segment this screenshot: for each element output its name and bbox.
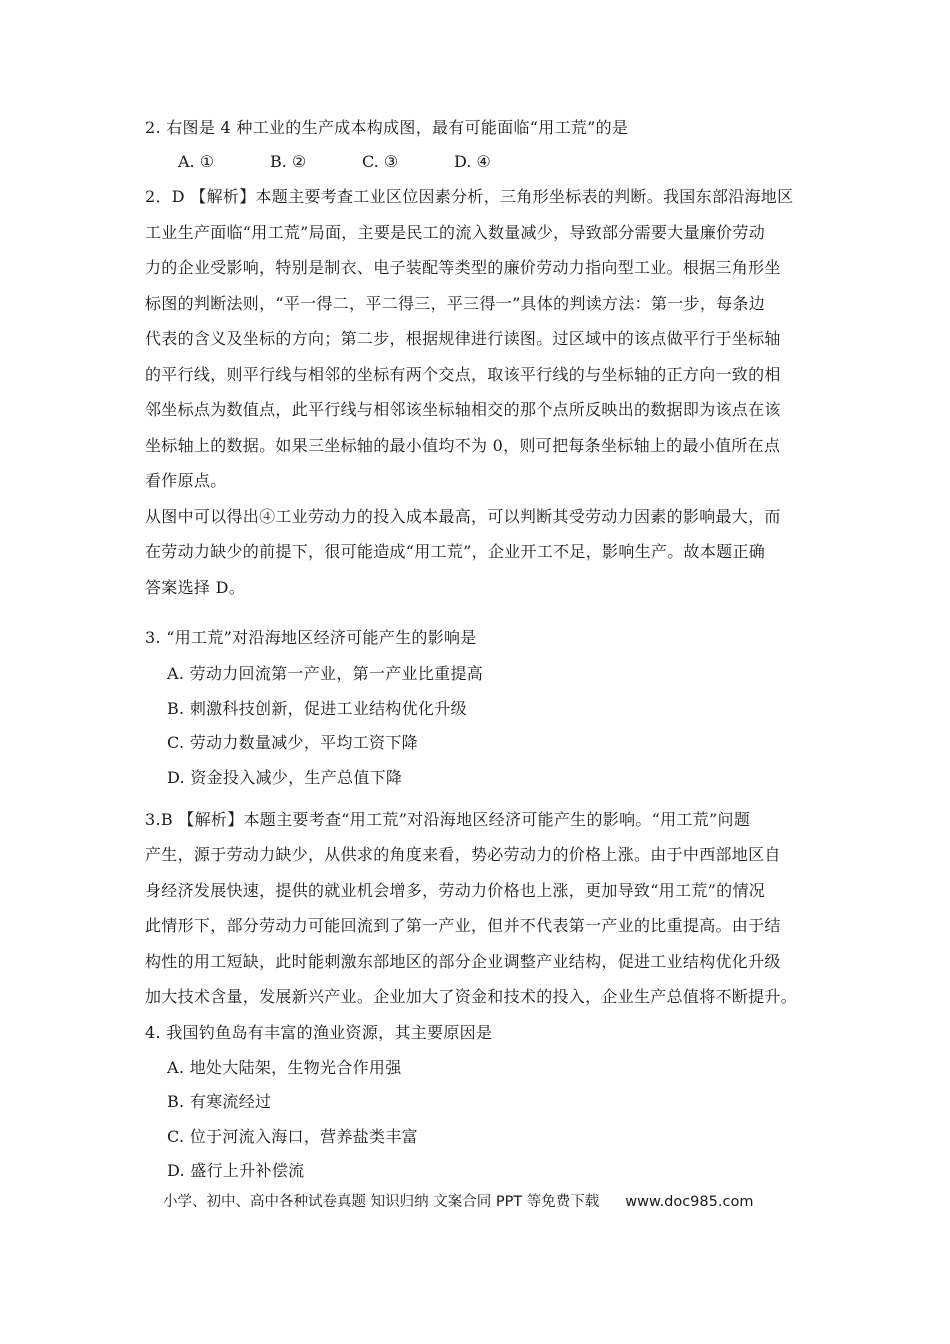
q2-choice-b: B. ②	[270, 152, 307, 171]
q3-analysis-line: 此情形下，部分劳动力可能回流到了第一产业，但并不代表第一产业的比重提高。由于结	[145, 916, 781, 935]
q2-analysis-line: 2．D 【解析】本题主要考查工业区位因素分析，三角形坐标表的判断。我国东部沿海地区	[145, 187, 794, 206]
q4-question: 4. 我国钓鱼岛有丰富的渔业资源，其主要原因是	[145, 1023, 493, 1042]
q3-analysis-line: 身经济发展快速，提供的就业机会增多，劳动力价格也上涨，更加导致“用工荒”的情况	[145, 881, 766, 900]
q4-option-c: C. 位于河流入海口，营养盐类丰富	[167, 1127, 418, 1146]
q2-analysis-line: 邻坐标点为数值点，此平行线与相邻该坐标轴相交的那个点所反映出的数据即为该点在该	[145, 400, 781, 419]
q3-analysis-line: 加大技术含量，发展新兴产业。企业加大了资金和技术的投入，企业生产总值将不断提升。	[145, 987, 798, 1006]
q3-analysis-line: 3.B 【解析】本题主要考查“用工荒”对沿海地区经济可能产生的影响。“用工荒”问题	[145, 810, 751, 829]
q3-question: 3. “用工荒”对沿海地区经济可能产生的影响是	[145, 628, 477, 647]
q2-analysis-line: 力的企业受影响，特别是制衣、电子装配等类型的廉价劳动力指向型工业。根据三角形坐	[145, 258, 781, 277]
q3-option-c: C. 劳动力数量减少，平均工资下降	[167, 733, 418, 752]
q3-analysis-line: 产生，源于劳动力缺少，从供求的角度来看，势必劳动力的价格上涨。由于中西部地区自	[145, 845, 781, 864]
q2-analysis-line: 的平行线，则平行线与相邻的坐标有两个交点，取该平行线的与坐标轴的正方向一致的相	[145, 365, 781, 384]
q2-analysis-line: 从图中可以得出④工业劳动力的投入成本最高，可以判断其受劳动力因素的影响最大，而	[145, 507, 781, 526]
q2-analysis-line: 在劳动力缺少的前提下，很可能造成“用工荒”，企业开工不足，影响生产。故本题正确	[145, 542, 766, 561]
q2-analysis-line: 标图的判断法则，“平一得二，平二得三，平三得一”具体的判读方法：第一步，每条边	[145, 294, 766, 313]
footer-site-link[interactable]: www.doc985.com	[625, 1194, 754, 1210]
q3-option-b: B. 刺激科技创新，促进工业结构优化升级	[167, 699, 467, 718]
q2-analysis-line: 看作原点。	[145, 471, 227, 490]
q2-question: 2. 右图是 4 种工业的生产成本构成图，最有可能面临“用工荒”的是	[145, 118, 629, 137]
q2-choice-d: D. ④	[454, 152, 491, 171]
q4-option-a: A. 地处大陆架，生物光合作用强	[167, 1058, 402, 1077]
q3-option-a: A. 劳动力回流第一产业，第一产业比重提高	[167, 664, 484, 683]
q2-choice-c: C. ③	[362, 152, 399, 171]
page-footer	[163, 1192, 753, 1212]
q2-analysis-line: 工业生产面临“用工荒”局面，主要是民工的流入数量减少，导致部分需要大量廉价劳动	[145, 223, 766, 242]
q2-choices	[178, 152, 491, 172]
q4-option-b: B. 有寒流经过	[167, 1092, 272, 1111]
q3-analysis-line: 构性的用工短缺，此时能刺激东部地区的部分企业调整产业结构，促进工业结构优化升级	[145, 952, 781, 971]
q3-option-d: D. 资金投入减少，生产总值下降	[167, 768, 403, 787]
q2-choice-a: A. ①	[178, 152, 215, 171]
q2-analysis-line: 代表的含义及坐标的方向；第二步，根据规律进行读图。过区域中的该点做平行于坐标轴	[145, 329, 781, 348]
q2-analysis-line: 答案选择 D。	[145, 578, 246, 597]
q2-analysis-line: 坐标轴上的数据。如果三坐标轴的最小值均不为 0，则可把每条坐标轴上的最小值所在点	[145, 436, 781, 455]
footer-text: 小学、初中、高中各种试卷真题 知识归纳 文案合同 PPT 等免费下载	[163, 1194, 600, 1210]
q4-option-d: D. 盛行上升补偿流	[167, 1161, 305, 1180]
